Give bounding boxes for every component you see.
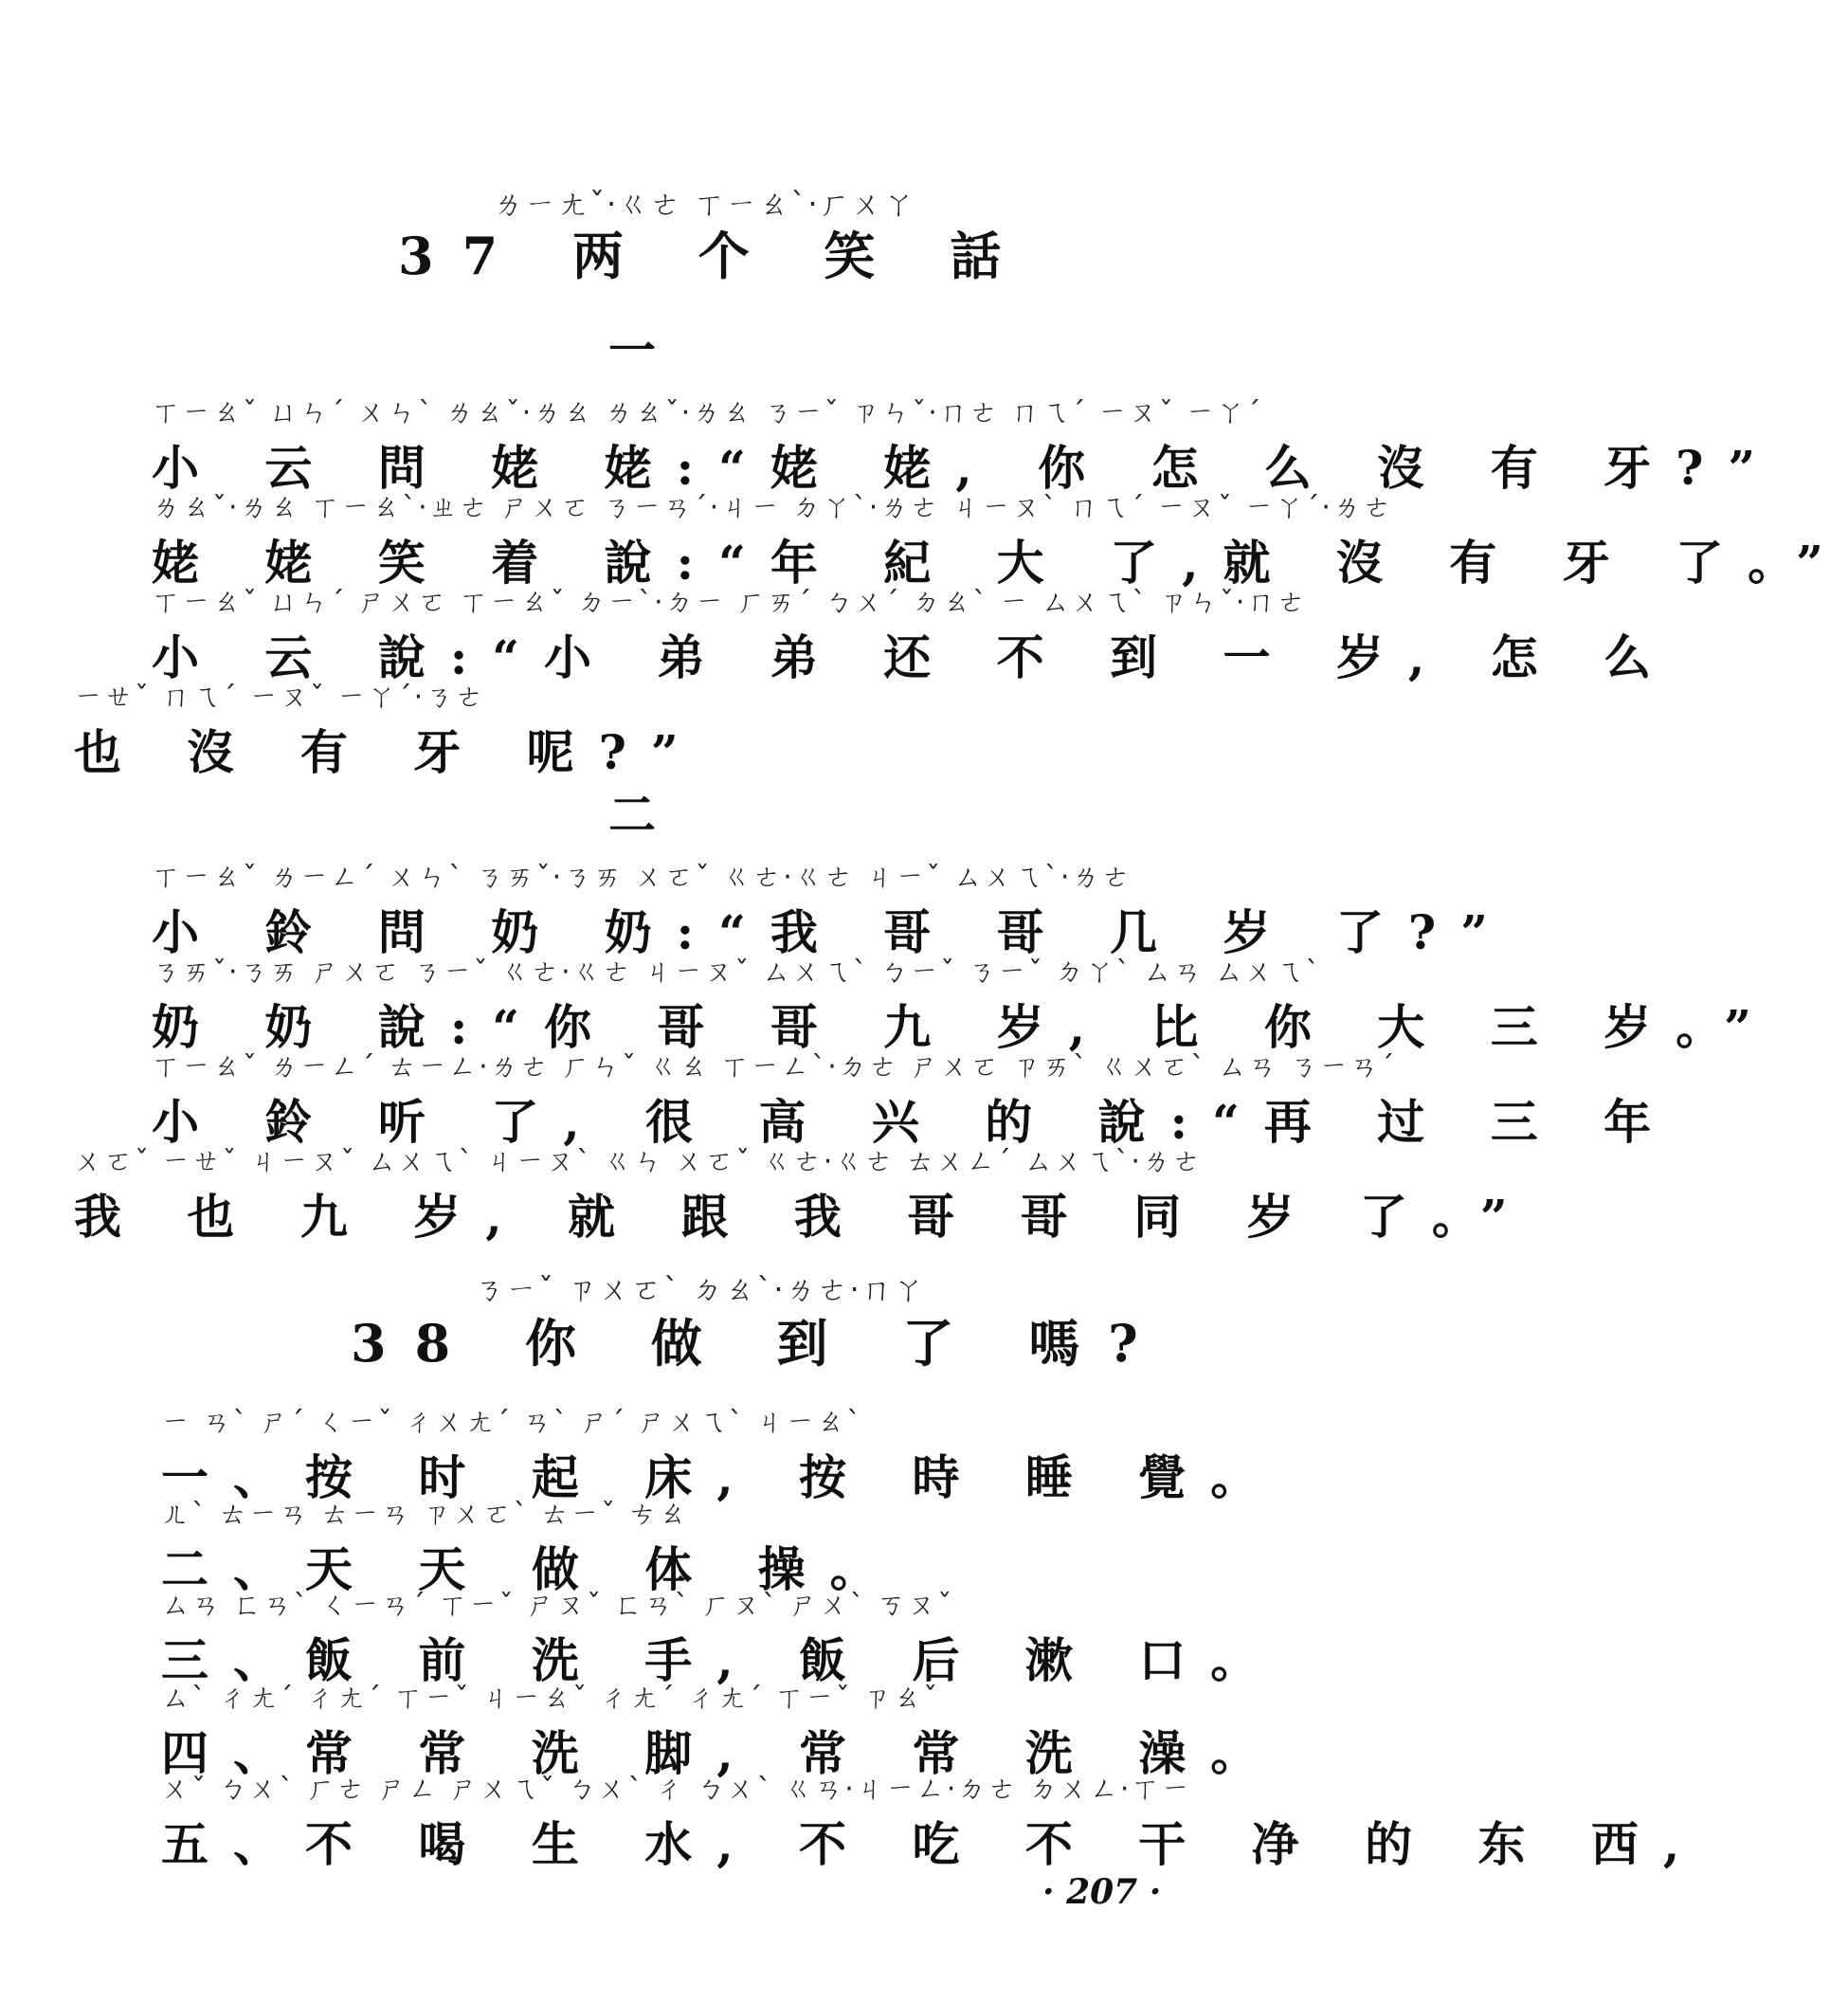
hanzi-line: 小 云 問 姥 姥:“姥 姥, 你 怎 么 沒 有 牙?”	[152, 440, 1781, 496]
story37-part1-line1	[152, 389, 1781, 499]
hanzi-line: 我 也 九 岁, 就 跟 我 哥 哥 同 岁 了。”	[74, 1189, 1532, 1245]
hanzi-line: 四、常 常 洗 脚, 常 常 洗 澡。	[161, 1725, 1283, 1781]
story37-part2-line3	[152, 1043, 1676, 1153]
hanzi-line: 一、按 时 起 床, 按 時 睡 覺。	[161, 1449, 1283, 1505]
hanzi-line: 二、天 天 做 体 操。	[161, 1541, 902, 1597]
zhuyin-line: ㄙˋ ㄔㄤˊ ㄔㄤˊ ㄒㄧˇ ㄐㄧㄠˇ ㄔㄤˊ ㄔㄤˊ ㄒㄧˇ ㄗㄠˇ	[161, 1682, 940, 1715]
zhuyin-line: ㄒㄧㄠˇ ㄌㄧㄥˊ ㄨㄣˋ ㄋㄞˇ·ㄋㄞ ㄨㄛˇ ㄍㄜ·ㄍㄜ ㄐㄧˇ ㄙㄨㄟˋ·ㄌㄜ	[152, 861, 1132, 894]
hanzi-line: 姥 姥 笑 着 說:“年 紀 大 了,就 沒 有 牙 了。”	[152, 535, 1848, 591]
story37-part1-label: 一	[608, 322, 656, 378]
story38-title: 38 你 做 到 了 嗎?	[351, 1313, 1167, 1374]
zhuyin-line: ㄙㄢ ㄈㄢˋ ㄑㄧㄢˊ ㄒㄧˇ ㄕㄡˇ ㄈㄢˋ ㄏㄡˋ ㄕㄨˋ ㄎㄡˇ	[161, 1589, 954, 1622]
hanzi-line: 小 鈴 听 了, 很 高 兴 的 說:“再 过 三 年	[152, 1094, 1676, 1150]
zhuyin-line: ㄧ ㄢˋ ㄕˊ ㄑㄧˇ ㄔㄨㄤˊ ㄢˋ ㄕˊ ㄕㄨㄟˋ ㄐㄧㄠˋ	[161, 1406, 863, 1439]
zhuyin-line: ㄧㄝˇ ㄇㄟˊ ㄧㄡˇ ㄧㄚˊ·ㄋㄜ	[74, 681, 486, 714]
hanzi-line: 奶 奶 說:“你 哥 哥 九 岁, 比 你 大 三 岁。”	[152, 999, 1776, 1055]
story37-title: 37 两 个 笑 話	[398, 226, 1030, 286]
zhuyin-line: ㄋㄞˇ·ㄋㄞ ㄕㄨㄛ ㄋㄧˇ ㄍㄜ·ㄍㄜ ㄐㄧㄡˇ ㄙㄨㄟˋ ㄅㄧˇ ㄋㄧˇ ㄉㄚˋ ㄙㄢ ㄙㄨㄟˋ	[152, 956, 1322, 989]
hanzi-line: 五、不 喝 生 水, 不 吃 不 干 净 的 东 西,	[161, 1816, 1705, 1872]
hanzi-line: 小 云 說:“小 弟 弟 还 不 到 一 岁, 怎 么	[152, 629, 1676, 685]
zhuyin-line: ㄦˋ ㄊㄧㄢ ㄊㄧㄢ ㄗㄨㄛˋ ㄊㄧˇ ㄘㄠ	[161, 1498, 689, 1531]
story37-part2-label: 二	[608, 787, 656, 843]
zhuyin-line: ㄒㄧㄠˇ ㄩㄣˊ ㄕㄨㄛ ㄒㄧㄠˇ ㄉㄧˋ·ㄉㄧ ㄏㄞˊ ㄅㄨˊ ㄉㄠˋ ㄧ ㄙㄨㄟˋ ㄗㄣˇ·ㄇㄜ	[152, 586, 1308, 619]
story37-part2-line1	[152, 853, 1513, 963]
story37-part1-line2	[152, 483, 1848, 593]
story38-item-5	[161, 1765, 1705, 1875]
zhuyin-line: ㄒㄧㄠˇ ㄌㄧㄥˊ ㄊㄧㄥ·ㄌㄜ ㄏㄣˇ ㄍㄠ ㄒㄧㄥˋ·ㄉㄜ ㄕㄨㄛ ㄗㄞˋ ㄍㄨㄛˋ ㄙㄢ ㄋㄧㄢˊ	[152, 1050, 1397, 1083]
zhuyin-line: ㄨㄛˇ ㄧㄝˇ ㄐㄧㄡˇ ㄙㄨㄟˋ ㄐㄧㄡˋ ㄍㄣ ㄨㄛˇ ㄍㄜ·ㄍㄜ ㄊㄨㄥˊ ㄙㄨㄟˋ·ㄌㄜ	[74, 1145, 1203, 1178]
zhuyin-line: ㄨˇ ㄅㄨˋ ㄏㄜ ㄕㄥ ㄕㄨㄟˇ ㄅㄨˋ ㄔ ㄅㄨˋ ㄍㄢ·ㄐㄧㄥ·ㄉㄜ ㄉㄨㄥ·ㄒㄧ	[161, 1773, 1192, 1806]
story37-part1-line3	[152, 578, 1676, 688]
story37-part2-line4	[74, 1138, 1532, 1247]
hanzi-line: 三、飯 前 洗 手, 飯 后 漱 口。	[161, 1632, 1283, 1688]
zhuyin-line: ㄌㄠˇ·ㄌㄠ ㄒㄧㄠˋ·ㄓㄜ ㄕㄨㄛ ㄋㄧㄢˊ·ㄐㄧ ㄉㄚˋ·ㄌㄜ ㄐㄧㄡˋ ㄇㄟˊ ㄧㄡˇ ㄧㄚˊ·ㄌㄜ	[152, 491, 1393, 524]
zhuyin-line: ㄒㄧㄠˇ ㄩㄣˊ ㄨㄣˋ ㄌㄠˇ·ㄌㄠ ㄌㄠˇ·ㄌㄠ ㄋㄧˇ ㄗㄣˇ·ㄇㄜ ㄇㄟˊ ㄧㄡˇ ㄧㄚˊ	[152, 396, 1263, 429]
story38-title-zhuyin: ㄋㄧˇ ㄗㄨㄛˋ ㄉㄠˋ·ㄌㄜ·ㄇㄚ	[474, 1271, 926, 1307]
story37-title-zhuyin: ㄌㄧㄤˇ·ㄍㄜ ㄒㄧㄠˋ·ㄏㄨㄚ	[493, 186, 916, 222]
hanzi-line: 小 鈴 問 奶 奶:“我 哥 哥 几 岁 了?”	[152, 904, 1513, 960]
story37-part1-line4	[74, 673, 1192, 783]
hanzi-line: 也 沒 有 牙 呢?”	[74, 724, 703, 780]
page-number: · 207 ·	[1042, 1872, 1162, 1912]
story37-part2-line2	[152, 948, 1776, 1058]
